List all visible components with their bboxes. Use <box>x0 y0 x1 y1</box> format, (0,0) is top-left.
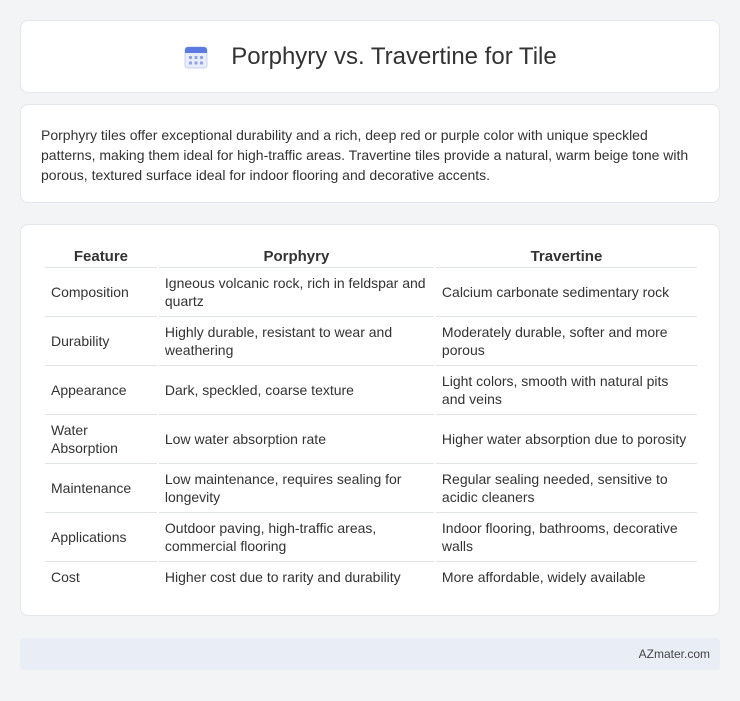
table-row <box>45 561 697 592</box>
porphyry-cell: Igneous volcanic rock, rich in feldspar and quartz <box>159 267 434 316</box>
travertine-cell: More affordable, widely available <box>436 561 697 592</box>
porphyry-cell: Dark, speckled, coarse texture <box>159 365 434 414</box>
travertine-cell: Light colors, smooth with natural pits and veins <box>436 365 697 414</box>
table-row <box>45 365 697 414</box>
feature-cell: Durability <box>45 316 157 365</box>
porphyry-cell: Low maintenance, requires sealing for longevity <box>159 463 434 512</box>
feature-cell: Cost <box>45 561 157 592</box>
feature-cell: Water Absorption <box>45 414 157 463</box>
table-row <box>45 316 697 365</box>
feature-cell: Appearance <box>45 365 157 414</box>
feature-cell: Applications <box>45 512 157 561</box>
travertine-cell: Higher water absorption due to porosity <box>436 414 697 463</box>
table-row <box>45 463 697 512</box>
table-header-row <box>45 245 697 267</box>
porphyry-cell: Highly durable, resistant to wear and weathering <box>159 316 434 365</box>
porphyry-cell: Outdoor paving, high-traffic areas, commercial flooring <box>159 512 434 561</box>
header-travertine: Travertine <box>530 247 603 265</box>
comparison-card <box>20 224 720 616</box>
intro-text: Porphyry tiles offer exceptional durability and a rich, deep red or purple color with unique speckled patterns, making them ideal for high-traffic areas. Travertine tiles provide a natural, warm beige tone with porous, textured surface ideal for indoor flooring and decorative accents. <box>41 127 689 183</box>
table-row <box>45 267 697 316</box>
intro-card <box>20 104 720 203</box>
footer-bar <box>20 638 720 670</box>
travertine-cell: Regular sealing needed, sensitive to acidic cleaners <box>436 463 697 512</box>
page-title: Porphyry vs. Travertine for Tile <box>231 42 557 70</box>
table-row <box>45 414 697 463</box>
porphyry-cell: Low water absorption rate <box>159 414 434 463</box>
header-porphyry: Porphyry <box>263 247 330 265</box>
travertine-cell: Moderately durable, softer and more porous <box>436 316 697 365</box>
calendar-icon <box>183 44 209 70</box>
footer-brand: AZmater.com <box>638 647 710 661</box>
travertine-cell: Calcium carbonate sedimentary rock <box>436 267 697 316</box>
title-card <box>20 20 720 93</box>
feature-cell: Composition <box>45 267 157 316</box>
feature-cell: Maintenance <box>45 463 157 512</box>
table-row <box>45 512 697 561</box>
header-feature: Feature <box>73 247 129 265</box>
travertine-cell: Indoor flooring, bathrooms, decorative walls <box>436 512 697 561</box>
porphyry-cell: Higher cost due to rarity and durability <box>159 561 434 592</box>
comparison-table <box>43 245 699 592</box>
